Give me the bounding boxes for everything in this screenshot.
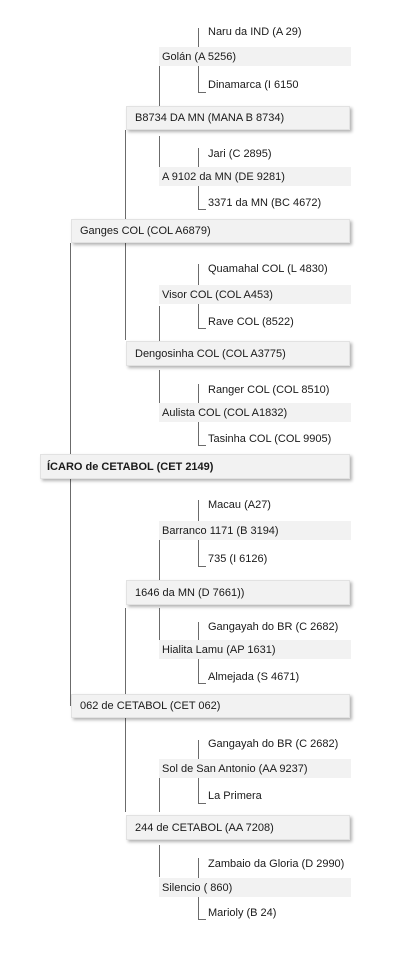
- parent-box: Ganges COL (COL A6879): [71, 219, 350, 243]
- connector-line: [198, 540, 199, 566]
- connector-line: [159, 306, 160, 346]
- great-grandparent-box: Sol de San Antonio (AA 9237): [159, 759, 351, 778]
- great-grandparent-box: A 9102 da MN (DE 9281): [159, 167, 351, 186]
- connector-line: [159, 66, 160, 106]
- grandparent-box: 244 de CETABOL (AA 7208): [126, 815, 350, 840]
- great-grandparent-name: Ranger COL (COL 8510): [208, 384, 330, 396]
- connector-line: [125, 718, 126, 812]
- connector-line: [198, 566, 206, 567]
- connector-line: [198, 897, 199, 919]
- connector-line: [198, 659, 199, 683]
- connector-line: [198, 777, 199, 803]
- connector-line: [198, 209, 206, 210]
- connector-line: [125, 608, 126, 694]
- great-grandparent-name: Almejada (S 4671): [208, 671, 300, 683]
- connector-line: [198, 622, 199, 641]
- subject-box: ÍCARO de CETABOL (CET 2149): [40, 454, 350, 479]
- connector-line: [159, 778, 160, 812]
- great-grandparent-name: 735 (I 6126): [208, 553, 268, 565]
- great-grandparent-name: Zambaio da Gloria (D 2990): [208, 858, 345, 870]
- connector-line: [125, 243, 126, 340]
- connector-line: [198, 858, 199, 879]
- great-grandparent-name: Gangayah do BR (C 2682): [208, 621, 339, 633]
- connector-line: [198, 919, 206, 920]
- great-grandparent-name: Quamahal COL (L 4830): [208, 263, 328, 275]
- great-grandparent-name: 3371 da MN (BC 4672): [208, 197, 322, 209]
- connector-line: [198, 683, 206, 684]
- connector-line: [198, 28, 199, 47]
- connector-line: [198, 740, 199, 760]
- connector-line: [198, 302, 199, 328]
- great-grandparent-name: Dinamarca (I 6150: [208, 79, 299, 91]
- great-grandparent-box: Visor COL (COL A453): [159, 285, 351, 304]
- parent-box: 062 de CETABOL (CET 062): [71, 694, 350, 718]
- great-grandparent-box: Silencio ( 860): [159, 878, 351, 897]
- connector-line: [198, 264, 199, 285]
- connector-line: [125, 130, 126, 231]
- connector-line: [198, 421, 199, 445]
- connector-line: [198, 148, 199, 167]
- grandparent-box: 1646 da MN (D 7661)): [126, 580, 350, 605]
- connector-line: [198, 66, 199, 92]
- connector-line: [198, 803, 206, 804]
- grandparent-box: Dengosinha COL (COL A3775): [126, 341, 350, 366]
- connector-line: [159, 845, 160, 877]
- grandparent-box: B8734 DA MN (MANA B 8734): [126, 106, 350, 130]
- great-grandparent-name: Gangayah do BR (C 2682): [208, 738, 339, 750]
- great-grandparent-name: Rave COL (8522): [208, 316, 294, 328]
- connector-line: [198, 500, 199, 521]
- great-grandparent-box: Barranco 1171 (B 3194): [159, 521, 351, 540]
- connector-line: [159, 608, 160, 640]
- connector-line: [198, 445, 206, 446]
- great-grandparent-box: Aulista COL (COL A1832): [159, 403, 351, 422]
- great-grandparent-name: Marioly (B 24): [208, 907, 277, 919]
- great-grandparent-name: Tasinha COL (COL 9905): [208, 433, 332, 445]
- great-grandparent-box: Hialita Lamu (AP 1631): [159, 640, 351, 659]
- great-grandparent-box: Golán (A 5256): [159, 47, 351, 66]
- great-grandparent-name: Naru da IND (A 29): [208, 26, 302, 38]
- connector-line: [198, 328, 206, 329]
- great-grandparent-name: Jari (C 2895): [208, 148, 272, 160]
- great-grandparent-name: La Primera: [208, 790, 262, 802]
- great-grandparent-name: Macau (A27): [208, 499, 271, 511]
- connector-line: [159, 540, 160, 580]
- connector-line: [198, 384, 199, 404]
- connector-line: [198, 186, 199, 209]
- connector-line: [198, 92, 206, 93]
